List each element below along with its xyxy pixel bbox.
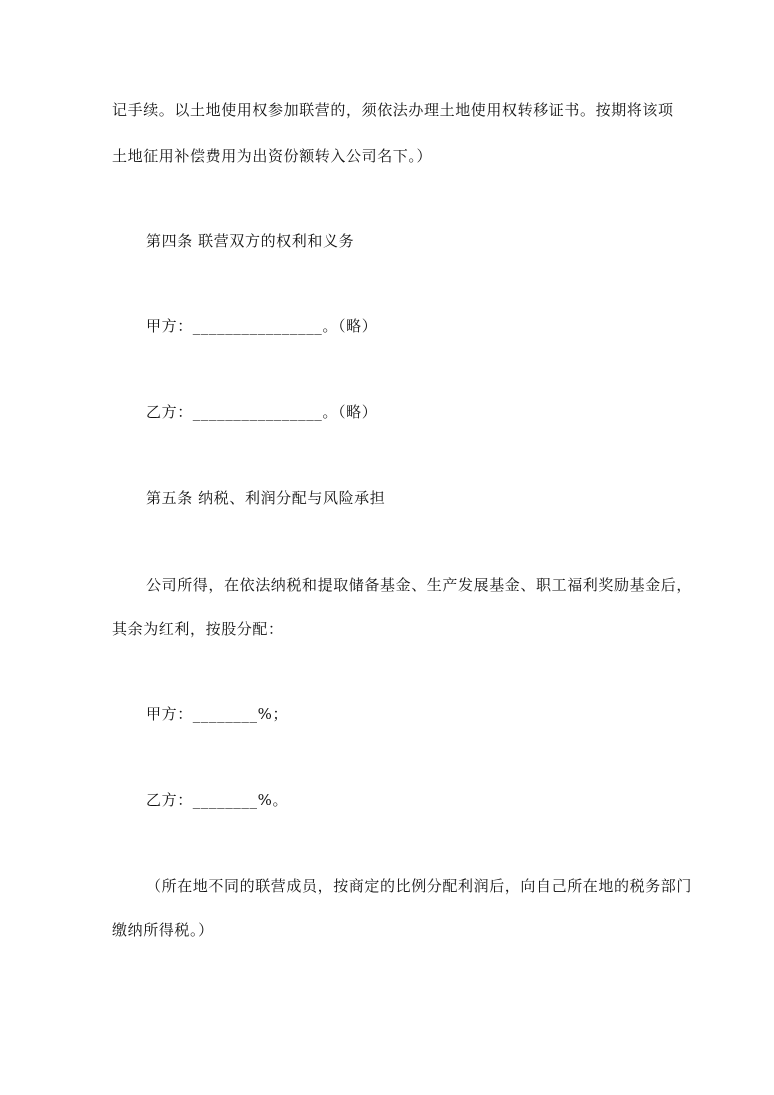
article-4-heading: 第四条 联营双方的权利和义务	[146, 232, 355, 250]
paragraph-land-use-line-1: 记手续。以土地使用权参加联营的，须依法办理土地使用权转移证书。按期将该项	[112, 101, 674, 119]
party-a-share-line: 甲方：________%；	[146, 705, 289, 723]
profit-paragraph-line-2: 其余为红利，按股分配：	[112, 620, 284, 638]
article-5-heading: 第五条 纳税、利润分配与风险承担	[146, 489, 386, 507]
tax-note-line-1: （所在地不同的联营成员，按商定的比例分配利润后，向自己所在地的税务部门	[146, 877, 693, 895]
party-a-rights-line: 甲方：________________。（略）	[146, 317, 378, 335]
paragraph-land-use-line-2: 土地征用补偿费用为出资份额转入公司名下。）	[112, 147, 433, 165]
party-b-rights-line: 乙方：________________。（略）	[146, 403, 378, 421]
party-b-share-line: 乙方：________%。	[146, 791, 289, 809]
profit-paragraph-line-1: 公司所得，在依法纳税和提取储备基金、生产发展基金、职工福利奖励基金后，	[146, 576, 693, 594]
tax-note-line-2: 缴纳所得税。）	[112, 921, 214, 939]
